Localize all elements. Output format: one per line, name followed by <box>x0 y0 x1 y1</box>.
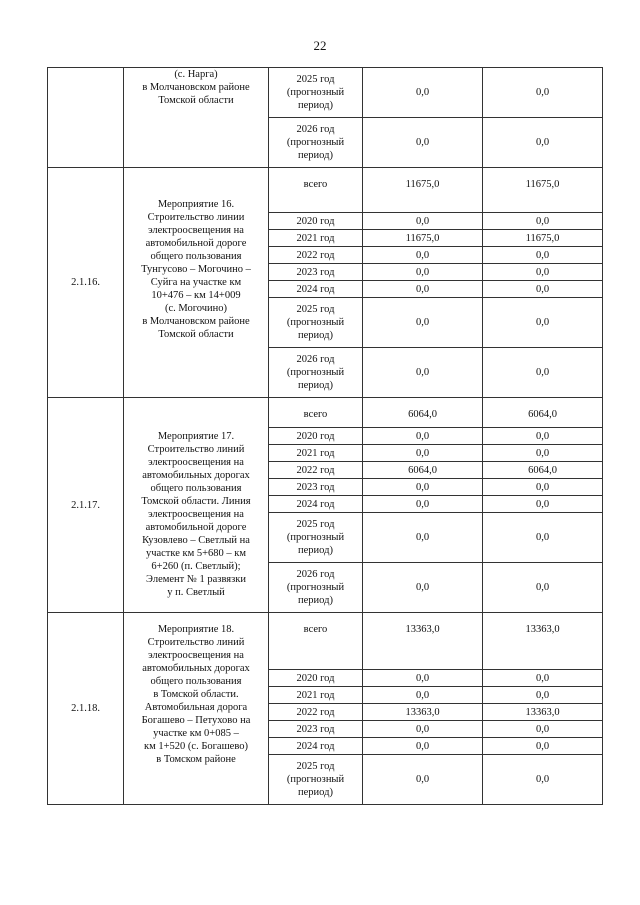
cell-line: период) <box>298 150 333 161</box>
description-cell <box>124 168 269 398</box>
cell-line: в Томской области. <box>153 689 239 700</box>
value-cell: 0,0 <box>483 513 603 563</box>
cell-line: (с. Нарга) <box>174 69 218 80</box>
cell-line: Мероприятие 17. <box>157 431 235 442</box>
cell-line: 2022 год <box>296 464 335 476</box>
value-cell: 0,0 <box>483 687 603 704</box>
value-cell: 0,0 <box>483 738 603 755</box>
cell-line: Мероприятие 16. <box>157 199 235 210</box>
cell-line: (прогнозный <box>286 137 345 148</box>
cell-line: в Томском районе <box>156 754 236 765</box>
value-cell: 0,0 <box>363 721 483 738</box>
cell-line: в Молчановском районе <box>142 82 250 93</box>
cell-line: (прогнозный <box>286 87 345 98</box>
value-cell: 0,0 <box>483 298 603 348</box>
value-cell: 0,0 <box>363 428 483 445</box>
budget-table <box>47 67 603 805</box>
cell-line: автомобильной дороге <box>145 238 247 249</box>
cell-line: период) <box>298 545 333 556</box>
cell-line: электроосвещения на <box>148 457 244 468</box>
cell-line: 2024 год <box>296 740 335 752</box>
cell-line: 2021 год <box>296 232 335 244</box>
year-cell <box>269 118 363 168</box>
cell-line: автомобильных дорогах <box>142 470 250 481</box>
cell-line: Томской области. Линия <box>141 496 251 507</box>
cell-line: автомобильных дорогах <box>142 663 250 674</box>
cell-line: Мероприятие 18. <box>157 624 235 635</box>
cell-line: период) <box>298 595 333 606</box>
cell-line: в Молчановском районе <box>142 316 250 327</box>
cell-line: 2021 год <box>296 689 335 701</box>
year-cell <box>269 513 363 563</box>
cell-line: всего <box>303 409 328 420</box>
code-cell: 2.1.18. <box>48 613 124 805</box>
cell-line: всего <box>303 624 328 635</box>
cell-line: у п. Светлый <box>167 587 225 598</box>
value-cell: 0,0 <box>363 563 483 613</box>
table-row <box>48 613 603 670</box>
cell-line: Строительство линии <box>147 212 245 223</box>
cell-line: (прогнозный <box>286 532 345 543</box>
cell-line: Томской области <box>158 329 234 340</box>
value-cell: 0,0 <box>483 479 603 496</box>
year-cell <box>269 738 363 755</box>
year-cell <box>269 445 363 462</box>
cell-line: км 1+520 (с. Богашево) <box>144 741 248 752</box>
cell-line: период) <box>298 100 333 111</box>
year-cell <box>269 298 363 348</box>
year-cell <box>269 687 363 704</box>
value-cell: 0,0 <box>483 118 603 168</box>
value-cell: 0,0 <box>483 264 603 281</box>
value-cell: 0,0 <box>363 670 483 687</box>
table-row <box>48 68 603 118</box>
year-cell <box>269 613 363 670</box>
value-cell: 11675,0 <box>483 230 603 247</box>
year-cell <box>269 398 363 428</box>
value-cell: 13363,0 <box>483 613 603 670</box>
value-cell: 0,0 <box>363 687 483 704</box>
cell-line: общего пользования <box>150 483 242 494</box>
code-cell: 2.1.16. <box>48 168 124 398</box>
cell-line: общего пользования <box>150 676 242 687</box>
year-cell <box>269 563 363 613</box>
value-cell: 11675,0 <box>363 168 483 213</box>
cell-line: 2022 год <box>296 249 335 261</box>
value-cell: 0,0 <box>363 513 483 563</box>
cell-line: 2025 год <box>296 74 335 85</box>
cell-line: Строительство линий <box>147 444 245 455</box>
value-cell: 13363,0 <box>363 704 483 721</box>
cell-line: Кузовлево – Светлый на <box>142 535 250 546</box>
description-cell <box>124 68 269 168</box>
cell-line: 2026 год <box>296 124 335 135</box>
cell-line: 2025 год <box>296 761 335 772</box>
value-cell: 0,0 <box>483 348 603 398</box>
cell-line: всего <box>303 179 328 190</box>
cell-line: 2024 год <box>296 283 335 295</box>
cell-line: общего пользования <box>150 251 242 262</box>
value-cell: 0,0 <box>483 213 603 230</box>
value-cell: 0,0 <box>363 264 483 281</box>
value-cell: 0,0 <box>363 118 483 168</box>
year-cell <box>269 348 363 398</box>
value-cell: 0,0 <box>483 496 603 513</box>
cell-line: Элемент № 1 развязки <box>146 574 246 585</box>
code-cell: 2.1.17. <box>48 398 124 613</box>
value-cell: 6064,0 <box>363 462 483 479</box>
value-cell: 0,0 <box>483 445 603 462</box>
value-cell: 0,0 <box>483 563 603 613</box>
value-cell: 11675,0 <box>363 230 483 247</box>
table-row <box>48 168 603 213</box>
year-cell <box>269 264 363 281</box>
cell-line: Строительство линий <box>147 637 245 648</box>
cell-line: период) <box>298 380 333 391</box>
code-cell <box>48 68 124 168</box>
cell-line: Богашево – Петухово на <box>141 715 251 726</box>
value-cell: 0,0 <box>363 479 483 496</box>
year-cell <box>269 281 363 298</box>
year-cell <box>269 230 363 247</box>
cell-line: Автомобильная дорога <box>144 702 248 713</box>
cell-line: электроосвещения на <box>148 509 244 520</box>
cell-line: 2020 год <box>296 215 335 227</box>
value-cell: 0,0 <box>483 281 603 298</box>
value-cell: 11675,0 <box>483 168 603 213</box>
cell-line: 2024 год <box>296 498 335 510</box>
cell-line: 2023 год <box>296 481 335 493</box>
cell-line: электроосвещения на <box>148 650 244 661</box>
value-cell: 0,0 <box>483 428 603 445</box>
table-row <box>48 398 603 428</box>
cell-line: период) <box>298 787 333 798</box>
description-cell <box>124 613 269 805</box>
year-cell <box>269 68 363 118</box>
value-cell: 0,0 <box>483 721 603 738</box>
cell-line: участке км 0+085 – <box>153 728 239 739</box>
cell-line: 2026 год <box>296 354 335 365</box>
cell-line: 2026 год <box>296 569 335 580</box>
cell-line: 2020 год <box>296 430 335 442</box>
cell-line: 2025 год <box>296 519 335 530</box>
cell-line: автомобильной дороге <box>145 522 247 533</box>
cell-line: 2020 год <box>296 672 335 684</box>
cell-line: Суйга на участке км <box>150 277 242 288</box>
value-cell: 6064,0 <box>483 462 603 479</box>
year-cell <box>269 213 363 230</box>
year-cell <box>269 496 363 513</box>
year-cell <box>269 670 363 687</box>
cell-line: (прогнозный <box>286 317 345 328</box>
cell-line: (с. Могочино) <box>164 303 228 314</box>
value-cell: 0,0 <box>363 445 483 462</box>
page-number: 22 <box>313 38 327 53</box>
description-cell <box>124 398 269 613</box>
cell-line: Тунгусово – Могочино – <box>141 264 251 275</box>
year-cell <box>269 168 363 213</box>
cell-line: 2023 год <box>296 266 335 278</box>
value-cell: 0,0 <box>483 670 603 687</box>
year-cell <box>269 247 363 264</box>
cell-line: (прогнозный <box>286 367 345 378</box>
value-cell: 0,0 <box>363 247 483 264</box>
cell-line: 6+260 (п. Светлый); <box>151 561 241 572</box>
cell-line: 2025 год <box>296 304 335 315</box>
cell-line: (прогнозный <box>286 774 345 785</box>
year-cell <box>269 479 363 496</box>
value-cell: 13363,0 <box>483 704 603 721</box>
cell-line: период) <box>298 330 333 341</box>
value-cell: 6064,0 <box>483 398 603 428</box>
cell-line: 10+476 – км 14+009 <box>151 290 241 301</box>
cell-line: (прогнозный <box>286 582 345 593</box>
value-cell: 0,0 <box>483 247 603 264</box>
value-cell: 0,0 <box>363 68 483 118</box>
year-cell <box>269 755 363 805</box>
cell-line: электроосвещения на <box>148 225 244 236</box>
value-cell: 0,0 <box>483 755 603 805</box>
cell-line: Томской области <box>158 95 234 106</box>
year-cell <box>269 721 363 738</box>
cell-line: участке км 5+680 – км <box>145 548 247 559</box>
value-cell: 6064,0 <box>363 398 483 428</box>
value-cell: 13363,0 <box>363 613 483 670</box>
year-cell <box>269 428 363 445</box>
value-cell: 0,0 <box>363 496 483 513</box>
value-cell: 0,0 <box>363 738 483 755</box>
year-cell <box>269 704 363 721</box>
value-cell: 0,0 <box>363 348 483 398</box>
cell-line: 2021 год <box>296 447 335 459</box>
value-cell: 0,0 <box>363 755 483 805</box>
value-cell: 0,0 <box>363 298 483 348</box>
cell-line: 2023 год <box>296 723 335 735</box>
value-cell: 0,0 <box>363 281 483 298</box>
year-cell <box>269 462 363 479</box>
value-cell: 0,0 <box>363 213 483 230</box>
cell-line: 2022 год <box>296 706 335 718</box>
value-cell: 0,0 <box>483 68 603 118</box>
